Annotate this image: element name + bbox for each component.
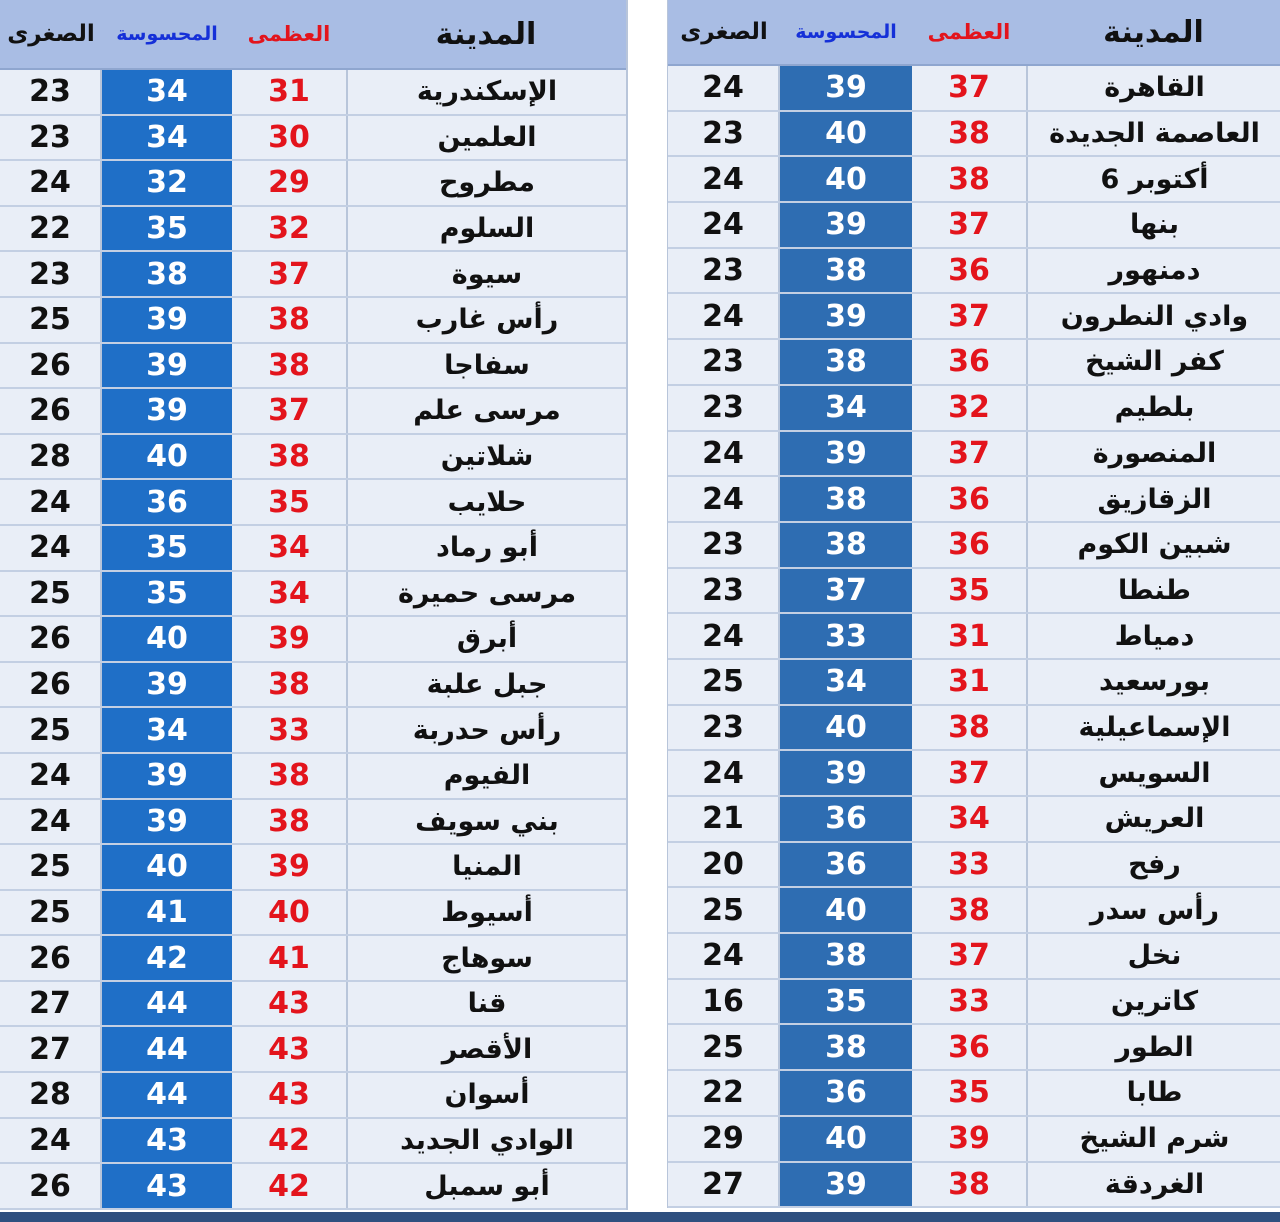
min-temp-cell: 25 [0,708,102,752]
max-temp-cell: 31 [948,618,990,654]
city-cell: مطروح [346,161,626,205]
feels-like-cell: 39 [780,751,912,795]
feels-like-cell: 39 [780,66,912,110]
table-row [668,1071,1280,1117]
min-temp-cell: 24 [0,1119,102,1163]
city-cell: أبرق [346,617,626,661]
city-cell: جبل علبة [346,663,626,707]
min-temp-cell: 23 [668,386,780,430]
min-temp-cell: 23 [668,340,780,384]
table-row [668,157,1280,203]
min-temp-cell: 27 [0,982,102,1026]
min-temp-cell: 16 [668,980,780,1024]
max-temp-cell: 38 [268,439,310,475]
table-row [0,845,626,891]
max-temp-cell: 38 [268,302,310,338]
city-cell: طنطا [1026,569,1280,613]
feels-like-cell: 34 [780,386,912,430]
feels-like-cell: 36 [780,1071,912,1115]
min-temp-cell: 26 [0,1164,102,1208]
header-city: المدينة [435,16,537,52]
city-cell: الأقصر [346,1027,626,1071]
table-row [0,936,626,982]
min-temp-cell: 27 [0,1027,102,1071]
max-temp-cell: 42 [268,1168,310,1204]
max-temp-cell: 31 [948,664,990,700]
max-temp-cell: 39 [268,621,310,657]
table-row [668,1163,1280,1209]
table-row [668,249,1280,295]
table-row [668,569,1280,615]
header-min: الصغرى [680,19,768,45]
max-temp-cell: 32 [268,211,310,247]
table-row [0,1119,626,1165]
city-cell: رأس غارب [346,298,626,342]
max-temp-cell: 43 [268,1077,310,1113]
city-cell: أسيوط [346,891,626,935]
left-weather-table [0,0,628,1210]
feels-like-cell: 43 [102,1119,232,1163]
city-cell: أبو رماد [346,526,626,570]
max-temp-cell: 42 [268,1122,310,1158]
min-temp-cell: 20 [668,843,780,887]
table-row [0,298,626,344]
min-temp-cell: 24 [668,203,780,247]
min-temp-cell: 26 [0,936,102,980]
feels-like-cell: 42 [102,936,232,980]
table-row [668,843,1280,889]
min-temp-cell: 21 [668,797,780,841]
min-temp-cell: 25 [0,891,102,935]
min-temp-cell: 23 [668,249,780,293]
feels-like-cell: 37 [780,569,912,613]
city-cell: كفر الشيخ [1026,340,1280,384]
city-cell: مرسى علم [346,389,626,433]
feels-like-cell: 40 [780,112,912,156]
table-row [668,112,1280,158]
feels-like-cell: 36 [780,797,912,841]
max-temp-cell: 35 [268,484,310,520]
feels-like-cell: 39 [102,298,232,342]
feels-like-cell: 36 [102,480,232,524]
city-cell: سيوة [346,252,626,296]
header-city: المدينة [1103,14,1204,50]
min-temp-cell: 24 [0,754,102,798]
table-row [668,751,1280,797]
min-temp-cell: 25 [0,298,102,342]
feels-like-cell: 44 [102,982,232,1026]
max-temp-cell: 34 [948,801,990,837]
table-row [668,477,1280,523]
feels-like-cell: 40 [102,617,232,661]
feels-like-cell: 34 [780,660,912,704]
table-row [668,660,1280,706]
city-cell: المنيا [346,845,626,889]
max-temp-cell: 31 [268,74,310,110]
min-temp-cell: 24 [668,157,780,201]
city-cell: بني سويف [346,800,626,844]
city-cell: الوادي الجديد [346,1119,626,1163]
feels-like-cell: 39 [102,754,232,798]
city-cell: رفح [1026,843,1280,887]
city-cell: العاصمة الجديدة [1026,112,1280,156]
table-row [0,116,626,162]
feels-like-cell: 39 [102,663,232,707]
min-temp-cell: 23 [668,112,780,156]
max-temp-cell: 38 [948,161,990,197]
min-temp-cell: 24 [668,66,780,110]
table-row [668,1117,1280,1163]
table-row [668,614,1280,660]
feels-like-cell: 38 [780,934,912,978]
table-row [668,888,1280,934]
table-row [0,663,626,709]
table-row [0,800,626,846]
min-temp-cell: 23 [0,70,102,114]
city-cell: القاهرة [1026,66,1280,110]
table-row [0,252,626,298]
max-temp-cell: 30 [268,119,310,155]
max-temp-cell: 38 [948,1166,990,1202]
min-temp-cell: 24 [668,477,780,521]
min-temp-cell: 24 [0,800,102,844]
feels-like-cell: 40 [780,888,912,932]
min-temp-cell: 25 [0,572,102,616]
feels-like-cell: 32 [102,161,232,205]
table-row [668,340,1280,386]
min-temp-cell: 23 [0,116,102,160]
max-temp-cell: 33 [268,712,310,748]
max-temp-cell: 39 [948,1121,990,1157]
min-temp-cell: 23 [668,706,780,750]
feels-like-cell: 44 [102,1073,232,1117]
min-temp-cell: 26 [0,617,102,661]
feels-like-cell: 35 [780,980,912,1024]
max-temp-cell: 39 [268,849,310,885]
max-temp-cell: 36 [948,344,990,380]
city-cell: العريش [1026,797,1280,841]
feels-like-cell: 35 [102,207,232,251]
city-cell: الطور [1026,1025,1280,1069]
city-cell: الزقازيق [1026,477,1280,521]
table-row [668,294,1280,340]
table-row [0,526,626,572]
min-temp-cell: 23 [668,569,780,613]
min-temp-cell: 24 [668,432,780,476]
city-cell: 6 أكتوبر [1026,157,1280,201]
feels-like-cell: 40 [780,706,912,750]
table-row [0,161,626,207]
table-header [0,0,626,70]
right-weather-table [667,0,1280,1208]
city-cell: دمنهور [1026,249,1280,293]
table-row [0,207,626,253]
city-cell: سفاجا [346,344,626,388]
feels-like-cell: 39 [102,800,232,844]
max-temp-cell: 35 [948,572,990,608]
header-max: العظمى [247,22,331,46]
city-cell: طابا [1026,1071,1280,1115]
max-temp-cell: 43 [268,1031,310,1067]
table-row [0,1073,626,1119]
min-temp-cell: 28 [0,435,102,479]
city-cell: شرم الشيخ [1026,1117,1280,1161]
feels-like-cell: 39 [780,1163,912,1207]
city-cell: قنا [346,982,626,1026]
city-cell: الإسكندرية [346,70,626,114]
feels-like-cell: 34 [102,708,232,752]
max-temp-cell: 41 [268,940,310,976]
min-temp-cell: 24 [668,934,780,978]
max-temp-cell: 38 [268,347,310,383]
city-cell: بورسعيد [1026,660,1280,704]
max-temp-cell: 35 [948,1075,990,1111]
feels-like-cell: 33 [780,614,912,658]
table-row [0,572,626,618]
city-cell: الفيوم [346,754,626,798]
feels-like-cell: 34 [102,70,232,114]
bottom-bar [0,1212,1280,1222]
max-temp-cell: 36 [948,481,990,517]
feels-like-cell: 34 [102,116,232,160]
header-min: الصغرى [7,21,95,47]
feels-like-cell: 39 [780,432,912,476]
max-temp-cell: 33 [948,847,990,883]
max-temp-cell: 34 [268,575,310,611]
feels-like-cell: 40 [102,435,232,479]
table-row [0,891,626,937]
max-temp-cell: 43 [268,986,310,1022]
table-row [668,706,1280,752]
min-temp-cell: 22 [668,1071,780,1115]
max-temp-cell: 36 [948,253,990,289]
city-cell: بلطيم [1026,386,1280,430]
min-temp-cell: 27 [668,1163,780,1207]
max-temp-cell: 36 [948,527,990,563]
feels-like-cell: 38 [780,340,912,384]
feels-like-cell: 38 [102,252,232,296]
feels-like-cell: 40 [102,845,232,889]
max-temp-cell: 37 [268,256,310,292]
min-temp-cell: 24 [668,614,780,658]
min-temp-cell: 29 [668,1117,780,1161]
feels-like-cell: 39 [102,389,232,433]
max-temp-cell: 38 [268,758,310,794]
max-temp-cell: 38 [948,116,990,152]
feels-like-cell: 43 [102,1164,232,1208]
city-cell: أبو سمبل [346,1164,626,1208]
min-temp-cell: 25 [0,845,102,889]
max-temp-cell: 34 [268,530,310,566]
max-temp-cell: 37 [948,938,990,974]
table-row [668,203,1280,249]
max-temp-cell: 37 [948,435,990,471]
table-body [0,70,626,1210]
city-cell: رأس سدر [1026,888,1280,932]
max-temp-cell: 38 [268,803,310,839]
min-temp-cell: 26 [0,344,102,388]
city-cell: العلمين [346,116,626,160]
table-row [0,708,626,754]
max-temp-cell: 40 [268,894,310,930]
city-cell: الإسماعيلية [1026,706,1280,750]
max-temp-cell: 38 [948,709,990,745]
table-row [668,980,1280,1026]
feels-like-cell: 39 [780,294,912,338]
feels-like-cell: 40 [780,1117,912,1161]
city-cell: مرسى حميرة [346,572,626,616]
min-temp-cell: 25 [668,888,780,932]
feels-like-cell: 38 [780,523,912,567]
feels-like-cell: 39 [780,203,912,247]
table-row [668,66,1280,112]
table-row [668,1025,1280,1071]
city-cell: سوهاج [346,936,626,980]
min-temp-cell: 24 [0,480,102,524]
max-temp-cell: 37 [948,70,990,106]
city-cell: بنها [1026,203,1280,247]
min-temp-cell: 28 [0,1073,102,1117]
header-max: العظمى [927,20,1011,44]
city-cell: السويس [1026,751,1280,795]
max-temp-cell: 32 [948,390,990,426]
city-cell: نخل [1026,934,1280,978]
table-row [0,480,626,526]
table-row [668,934,1280,980]
max-temp-cell: 37 [268,393,310,429]
max-temp-cell: 29 [268,165,310,201]
feels-like-cell: 35 [102,526,232,570]
max-temp-cell: 37 [948,755,990,791]
table-row [0,754,626,800]
max-temp-cell: 37 [948,207,990,243]
city-cell: كاترين [1026,980,1280,1024]
city-cell: الغردقة [1026,1163,1280,1207]
min-temp-cell: 23 [668,523,780,567]
city-cell: وادي النطرون [1026,294,1280,338]
min-temp-cell: 25 [668,660,780,704]
table-row [668,432,1280,478]
table-row [668,386,1280,432]
feels-like-cell: 44 [102,1027,232,1071]
min-temp-cell: 24 [0,161,102,205]
table-row [668,797,1280,843]
min-temp-cell: 24 [0,526,102,570]
min-temp-cell: 22 [0,207,102,251]
feels-like-cell: 41 [102,891,232,935]
max-temp-cell: 37 [948,298,990,334]
table-row [0,435,626,481]
min-temp-cell: 23 [0,252,102,296]
city-cell: شبين الكوم [1026,523,1280,567]
table-row [668,523,1280,569]
min-temp-cell: 26 [0,663,102,707]
feels-like-cell: 35 [102,572,232,616]
min-temp-cell: 26 [0,389,102,433]
feels-like-cell: 38 [780,477,912,521]
table-row [0,70,626,116]
table-row [0,982,626,1028]
max-temp-cell: 36 [948,1029,990,1065]
feels-like-cell: 40 [780,157,912,201]
header-feels: المحسوسة [795,21,897,43]
city-cell: حلايب [346,480,626,524]
min-temp-cell: 24 [668,751,780,795]
city-cell: دمياط [1026,614,1280,658]
feels-like-cell: 36 [780,843,912,887]
table-row [0,1164,626,1210]
min-temp-cell: 25 [668,1025,780,1069]
table-body [668,66,1280,1208]
city-cell: أسوان [346,1073,626,1117]
city-cell: المنصورة [1026,432,1280,476]
table-row [0,1027,626,1073]
feels-like-cell: 39 [102,344,232,388]
header-feels: المحسوسة [116,23,218,45]
city-cell: السلوم [346,207,626,251]
table-row [0,389,626,435]
min-temp-cell: 24 [668,294,780,338]
table-row [0,617,626,663]
max-temp-cell: 38 [948,892,990,928]
table-row [0,344,626,390]
city-cell: شلاتين [346,435,626,479]
table-header [668,0,1280,66]
feels-like-cell: 38 [780,249,912,293]
max-temp-cell: 33 [948,984,990,1020]
city-cell: رأس حدربة [346,708,626,752]
max-temp-cell: 38 [268,667,310,703]
feels-like-cell: 38 [780,1025,912,1069]
